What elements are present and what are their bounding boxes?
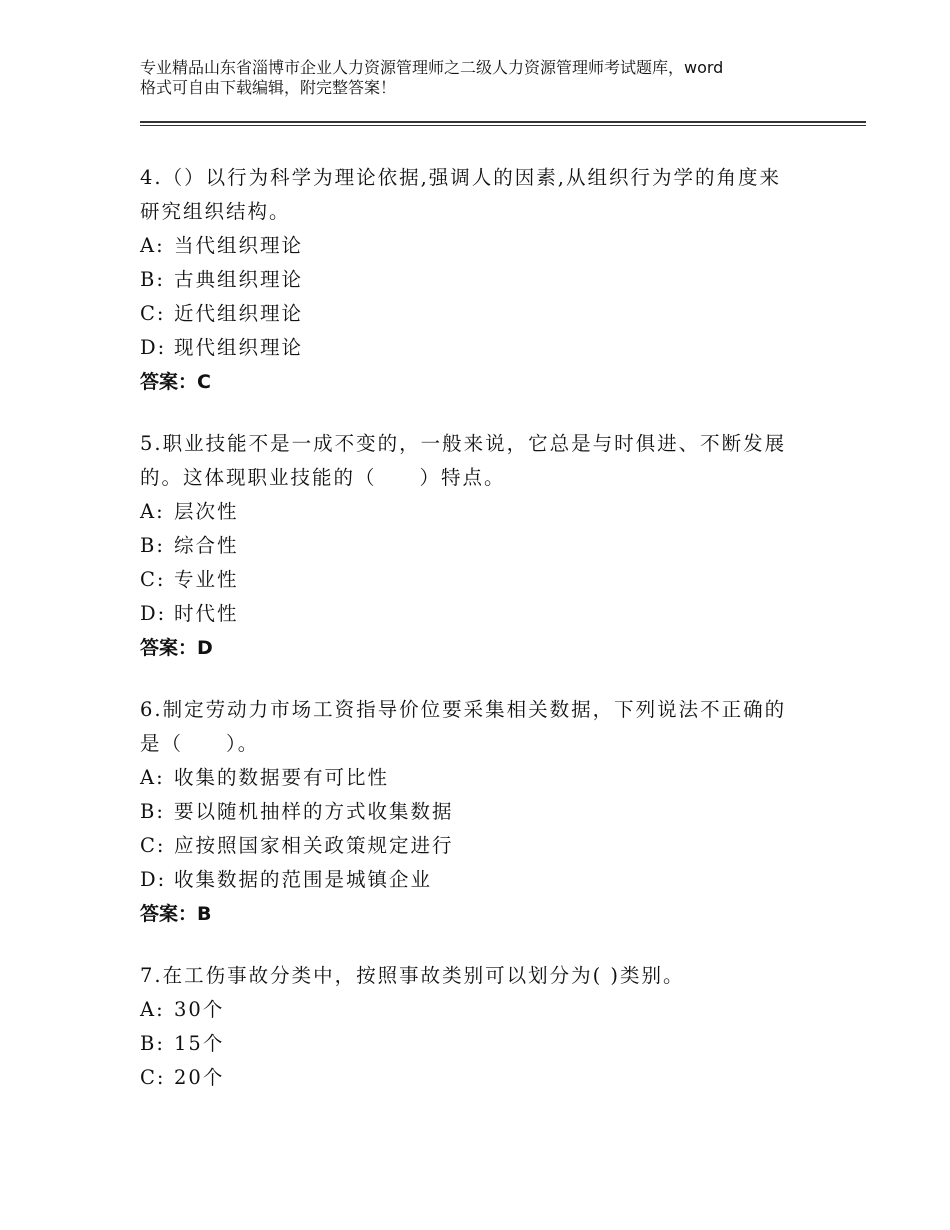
- option-d: [140, 597, 820, 631]
- option-a: [140, 761, 820, 795]
- question-6: [140, 693, 820, 931]
- option-label: D:: [140, 336, 167, 359]
- option-text: 当代组织理论: [174, 234, 304, 257]
- option-c: [140, 829, 820, 863]
- option-text: 综合性: [174, 534, 239, 557]
- question-7: [140, 959, 820, 1095]
- option-label: C:: [140, 834, 166, 857]
- option-text: 要以随机抽样的方式收集数据: [174, 800, 454, 823]
- answer-line: 答案：D: [140, 637, 213, 659]
- option-label: B:: [140, 800, 165, 823]
- question-list: [140, 161, 820, 1123]
- option-a: [140, 993, 820, 1027]
- header-line-2: 格式可自由下载编辑，附完整答案！: [140, 78, 397, 97]
- option-label: A:: [140, 766, 165, 789]
- header-divider-thick: [140, 121, 866, 123]
- option-b: [140, 1027, 820, 1061]
- question-4: [140, 161, 820, 399]
- option-text: 近代组织理论: [174, 302, 304, 325]
- option-c: [140, 297, 820, 331]
- option-label: D:: [140, 602, 167, 625]
- option-text: 专业性: [174, 568, 239, 591]
- option-text: 层次性: [174, 500, 239, 523]
- option-label: B:: [140, 268, 165, 291]
- option-label: A:: [140, 234, 165, 257]
- option-label: D:: [140, 868, 167, 891]
- option-text: 时代性: [174, 602, 239, 625]
- option-label: A:: [140, 998, 165, 1021]
- option-label: C:: [140, 1066, 166, 1089]
- option-c: [140, 563, 820, 597]
- question-stem-line: 5.职业技能不是一成不变的，一般来说，它总是与时俱进、不断发展: [140, 432, 787, 455]
- option-text: 收集数据的范围是城镇企业: [174, 868, 433, 891]
- option-b: [140, 263, 820, 297]
- option-text: 15个: [174, 1032, 225, 1055]
- question-stem-line: 4.（）以行为科学为理论依据,强调人的因素,从组织行为学的角度来: [140, 166, 782, 189]
- answer-line: 答案：B: [140, 903, 212, 925]
- document-header: [140, 58, 840, 98]
- option-text: 应按照国家相关政策规定进行: [174, 834, 454, 857]
- option-a: [140, 495, 820, 529]
- option-label: B:: [140, 534, 165, 557]
- option-label: A:: [140, 500, 165, 523]
- header-line-1: 专业精品山东省淄博市企业人力资源管理师之二级人力资源管理师考试题库，word: [140, 58, 724, 77]
- option-text: 20个: [174, 1066, 225, 1089]
- question-stem-line: 的。这体现职业技能的（ ）特点。: [140, 466, 506, 489]
- option-label: C:: [140, 302, 166, 325]
- option-b: [140, 795, 820, 829]
- option-c: [140, 1061, 820, 1095]
- option-text: 30个: [174, 998, 225, 1021]
- option-text: 现代组织理论: [174, 336, 304, 359]
- question-stem-line: 是（ ）。: [140, 732, 260, 755]
- question-stem-line: 研究组织结构。: [140, 200, 291, 223]
- question-stem-line: 6.制定劳动力市场工资指导价位要采集相关数据，下列说法不正确的: [140, 698, 787, 721]
- option-text: 古典组织理论: [174, 268, 304, 291]
- option-d: [140, 331, 820, 365]
- header-divider-thin: [140, 125, 866, 126]
- option-label: C:: [140, 568, 166, 591]
- option-d: [140, 863, 820, 897]
- option-text: 收集的数据要有可比性: [174, 766, 390, 789]
- question-5: [140, 427, 820, 665]
- question-stem-line: 7.在工伤事故分类中，按照事故类别可以划分为( )类别。: [140, 964, 685, 987]
- answer-line: 答案：C: [140, 371, 211, 393]
- option-label: B:: [140, 1032, 165, 1055]
- option-b: [140, 529, 820, 563]
- option-a: [140, 229, 820, 263]
